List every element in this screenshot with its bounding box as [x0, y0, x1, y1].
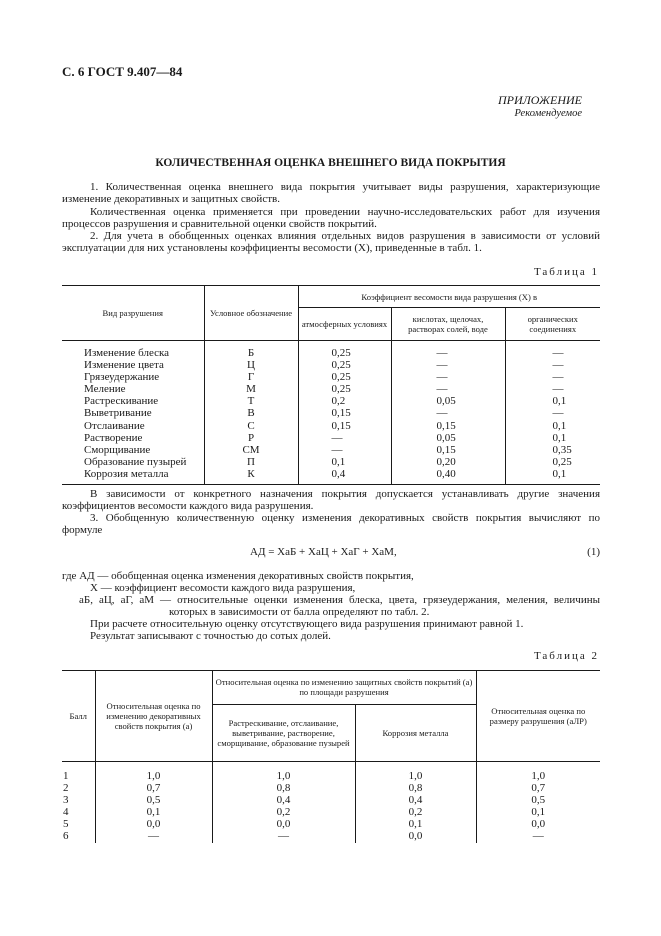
t1-cell-atm: 0,25: [298, 341, 391, 360]
t1-cell-atm: 0,15: [298, 420, 391, 432]
t2-cell-size: 0,0: [476, 818, 600, 830]
t1-cell-acid: 0,15: [391, 420, 505, 432]
t2-cell-decor: —: [95, 830, 212, 842]
appendix-title: ПРИЛОЖЕНИЕ: [498, 93, 582, 107]
t1-header-acid: кислотах, щелочах, растворах солей, воде: [391, 308, 505, 341]
t2-header-ball: Балл: [62, 671, 95, 762]
t2-cell-decor: 0,5: [95, 794, 212, 806]
t2-cell-corr: 0,8: [355, 782, 476, 794]
table1-caption: Таблица 1: [533, 266, 599, 278]
t1-cell-symbol: К: [204, 468, 298, 485]
t1-cell-org: 0,1: [505, 432, 600, 444]
t1-header-symbol: Условное обозначение: [204, 286, 298, 341]
table-row: [62, 818, 600, 830]
t1-cell-acid: —: [391, 359, 505, 371]
t1-cell-kind: Коррозия металла: [84, 467, 169, 480]
t1-cell-kind: Изменение блеска: [84, 347, 170, 359]
t2-cell-ball: 5: [63, 818, 69, 831]
t2-cell-size: —: [476, 830, 600, 842]
table2-caption: Таблица 2: [533, 650, 599, 662]
t1-cell-atm: 0,25: [298, 359, 391, 371]
t2-cell-crack: 0,4: [212, 794, 355, 806]
where-line-3b: которых в зависимости от балла определяют по табл. 2.: [169, 606, 430, 618]
t1-cell-symbol: Т: [204, 395, 298, 407]
t2-cell-ball: 2: [63, 782, 69, 795]
t1-cell-acid: —: [391, 341, 505, 360]
t1-cell-org: 0,35: [505, 444, 600, 456]
table-row: [62, 341, 600, 360]
t2-header-decor: Относительная оценка по изменению декоративных свойств покрытия (а): [95, 671, 212, 762]
table-row: [62, 806, 600, 818]
t1-cell-kind: Образование пузырей: [84, 455, 187, 468]
t1-cell-symbol: Б: [204, 341, 298, 360]
t2-cell-decor: 1,0: [95, 762, 212, 783]
t1-cell-org: —: [505, 371, 600, 383]
paragraph-5: Результат записывают с точностью до сотых долей.: [90, 630, 331, 642]
t2-cell-crack: 0,8: [212, 782, 355, 794]
t1-cell-atm: —: [298, 432, 391, 444]
page-header: С. 6 ГОСТ 9.407—84: [62, 64, 183, 79]
table-1: [62, 285, 600, 485]
t2-cell-corr: 0,0: [355, 830, 476, 842]
t1-cell-kind: Грязеудержание: [84, 371, 160, 384]
t1-cell-acid: —: [391, 383, 505, 395]
formula-number: (1): [587, 546, 600, 558]
t1-cell-symbol: С: [204, 420, 298, 432]
t1-cell-acid: —: [391, 407, 505, 419]
t1-cell-acid: —: [391, 371, 505, 383]
t1-cell-org: 0,25: [505, 456, 600, 468]
table-row: [62, 456, 600, 468]
t2-cell-decor: 0,1: [95, 806, 212, 818]
table-row: [62, 432, 600, 444]
table-row: [62, 407, 600, 419]
t1-cell-symbol: В: [204, 407, 298, 419]
t1-cell-kind: Меление: [84, 383, 126, 396]
table-row: [62, 762, 600, 783]
t1-cell-symbol: Ц: [204, 359, 298, 371]
table-row: [62, 395, 600, 407]
t2-header-size: Относительная оценка по размеру разрушения (аЛР): [476, 671, 600, 762]
table-row: [62, 444, 600, 456]
t1-cell-org: —: [505, 407, 600, 419]
t2-cell-corr: 0,2: [355, 806, 476, 818]
t1-cell-kind: Растрескивание: [84, 395, 159, 408]
t1-cell-org: 0,1: [505, 420, 600, 432]
t1-cell-atm: —: [298, 444, 391, 456]
t2-cell-ball: 3: [63, 794, 69, 807]
where-line-3a: аБ, аЦ, аГ, аМ — относительные оценки изменения блеска, цвета, грязеудержания, меления, величины: [79, 594, 600, 606]
t1-cell-symbol: СМ: [204, 444, 298, 456]
t2-header-crack: Растрескивание, отслаивание, выветривание, растворение, сморщивание, образование пузырей: [212, 704, 355, 761]
t1-cell-acid: 0,05: [391, 395, 505, 407]
appendix-type: Рекомендуемое: [514, 108, 582, 119]
t2-cell-crack: 0,2: [212, 806, 355, 818]
t1-cell-atm: 0,1: [298, 456, 391, 468]
t1-header-kind: Вид разрушения: [62, 286, 204, 341]
t2-header-protect: Относительная оценка по изменению защитных свойств покрытий (а) по площади разрушения: [212, 671, 476, 705]
t2-cell-size: 0,7: [476, 782, 600, 794]
table-row: [62, 371, 600, 383]
paragraph-after-table1: В зависимости от конкретного назначения покрытия допускается устанавливать другие значения коэффициентов весомости каждого вида разрушения.: [62, 488, 600, 513]
table-row: [62, 794, 600, 806]
t2-cell-decor: 0,0: [95, 818, 212, 830]
t1-cell-org: —: [505, 383, 600, 395]
t1-cell-acid: 0,15: [391, 444, 505, 456]
t1-cell-org: 0,1: [505, 395, 600, 407]
where-line-1: где АД — обобщенная оценка изменения декоративных свойств покрытия,: [62, 570, 414, 582]
formula: АД = ХаБ + ХаЦ + ХаГ + ХаМ,: [250, 546, 397, 558]
t2-cell-size: 0,5: [476, 794, 600, 806]
paragraph-4: При расчете относительную оценку отсутствующего вида разрушения принимают равной 1.: [90, 618, 524, 630]
t1-cell-org: —: [505, 359, 600, 371]
t2-cell-size: 1,0: [476, 762, 600, 783]
t1-cell-symbol: Г: [204, 371, 298, 383]
section-title: КОЛИЧЕСТВЕННАЯ ОЦЕНКА ВНЕШНЕГО ВИДА ПОКРЫТИЯ: [155, 157, 506, 169]
t1-cell-atm: 0,2: [298, 395, 391, 407]
t1-cell-acid: 0,40: [391, 468, 505, 485]
table-row: [62, 830, 600, 842]
table-row: [62, 383, 600, 395]
t1-cell-atm: 0,25: [298, 371, 391, 383]
paragraph-3: 3. Обобщенную количественную оценку изменения декоративных свойств покрытия вычисляют по формуле: [62, 512, 600, 537]
t1-header-org: органических соединениях: [505, 308, 600, 341]
t1-header-coef: Коэффициент весомости вида разрушения (X) в: [298, 286, 600, 308]
table-2: [62, 670, 600, 843]
paragraph-2: 2. Для учета в обобщенных оценках влияния отдельных видов разрушения в зависимости от условий эксплуатации для них установлены коэффициенты весомости (X), приведенные в табл. 1.: [62, 230, 600, 255]
t2-cell-corr: 1,0: [355, 762, 476, 783]
t1-cell-kind: Растворение: [84, 431, 143, 444]
t2-cell-corr: 0,1: [355, 818, 476, 830]
t2-body: [62, 762, 600, 843]
t1-cell-kind: Изменение цвета: [84, 359, 164, 372]
t1-cell-kind: Отслаивание: [84, 419, 145, 432]
t1-cell-atm: 0,15: [298, 407, 391, 419]
t1-cell-acid: 0,05: [391, 432, 505, 444]
appendix-label: [498, 93, 582, 121]
t1-cell-symbol: П: [204, 456, 298, 468]
t1-cell-org: —: [505, 341, 600, 360]
paragraph-1b: Количественная оценка применяется при проведении научно-исследовательских работ для изучения процессов разрушения и сравнительной оценки свойств покрытий.: [62, 206, 600, 231]
t2-cell-size: 0,1: [476, 806, 600, 818]
t1-cell-kind: Сморщивание: [84, 443, 151, 456]
table-row: [62, 359, 600, 371]
t1-cell-symbol: М: [204, 383, 298, 395]
t2-cell-ball: 6: [63, 830, 69, 843]
t1-cell-org: 0,1: [505, 468, 600, 485]
paragraph-1: 1. Количественная оценка внешнего вида покрытия учитывает виды разрушения, характеризующие изменение декоративных и защитных свойств.: [62, 181, 600, 206]
t1-cell-acid: 0,20: [391, 456, 505, 468]
t2-cell-crack: 1,0: [212, 762, 355, 783]
table-row: [62, 468, 600, 485]
t2-cell-crack: 0,0: [212, 818, 355, 830]
t2-cell-ball: 4: [63, 806, 69, 819]
t2-header-corr: Коррозия металла: [355, 704, 476, 761]
t2-cell-corr: 0,4: [355, 794, 476, 806]
table-row: [62, 782, 600, 794]
t2-cell-ball: 1: [63, 770, 69, 782]
t1-cell-kind: Выветривание: [84, 407, 152, 420]
t1-header-atm: атмосферных условиях: [298, 308, 391, 341]
where-line-2: Х — коэффициент весомости каждого вида разрушения,: [90, 582, 356, 594]
t1-cell-atm: 0,4: [298, 468, 391, 485]
t2-cell-crack: —: [212, 830, 355, 842]
table-row: [62, 420, 600, 432]
t1-cell-atm: 0,25: [298, 383, 391, 395]
t2-cell-decor: 0,7: [95, 782, 212, 794]
t1-body: [62, 341, 600, 485]
t1-cell-symbol: Р: [204, 432, 298, 444]
